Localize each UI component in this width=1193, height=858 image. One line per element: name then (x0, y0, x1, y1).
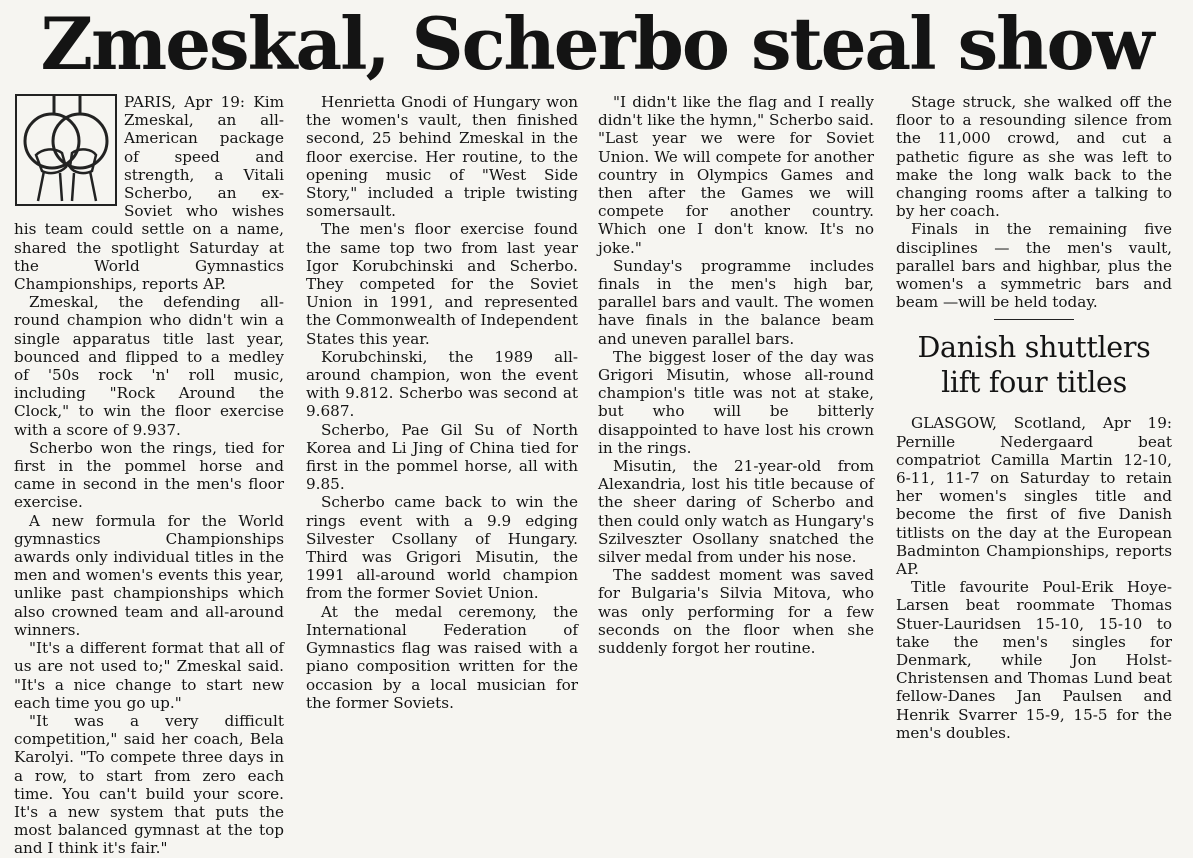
headline-line: lift four titles (941, 366, 1127, 400)
column-1 (14, 93, 284, 858)
paragraph: The saddest moment was saved for Bulgaria's Silvia Mitova, who was only performing for a few seconds on the floor when she suddenly forgot her routine. (598, 566, 874, 658)
paragraph: The men's floor exercise found the same top two from last year Igor Korubchinski and Scherbo. They competed for the Soviet Union in 1991, and represented the Commonwealth of Independent States this year. (306, 220, 578, 348)
gymnastics-rings-icon (14, 93, 118, 207)
paragraph: "It was a very difficult competition," said her coach, Bela Karolyi. "To compete three days in a row, to start from zero each time. You can't build your score. It's a new system that puts the most balanced gymnast at the top and I think it's fair." (14, 711, 284, 858)
paragraph: At the medal ceremony, the International Federation of Gymnastics flag was raised with a piano composition written for the occasion by a local musician for the former Soviets. (306, 602, 578, 712)
paragraph: Scherbo, Pae Gil Su of North Korea and Li Jing of China tied for first in the pommel horse, all with 9.85. (306, 420, 578, 494)
divider (994, 319, 1074, 320)
paragraph: Henrietta Gnodi of Hungary won the women's vault, then finished second, 25 behind Zmeskal in the floor exercise. Her routine, to the opening music of "West Side Story," included a triple twisting somersault. (306, 93, 578, 221)
paragraph: PARIS, Apr 19: Kim Zmeskal, an all-American package of speed and strength, a Vitali Scherbo, an ex-Soviet who wishes his team could settle on a name, shared the spotlight Saturday at the World Gymnastics Championships, reports AP. (14, 93, 284, 294)
paragraph: Misutin, the 21-year-old from Alexandria, lost his title because of the sheer daring of Scherbo and then could only watch as Hungary's Szilveszter Osollany snatched the silver medal from under his nose. (598, 457, 874, 567)
paragraph: The biggest loser of the day was Grigori Misutin, whose all-round champion's title was not at stake, but who will be bitterly disappointed to have lost his crown in the rings. (598, 347, 874, 457)
paragraph: Scherbo won the rings, tied for first in the pommel horse and came in second in the men's floor exercise. (14, 438, 284, 512)
paragraph: "I didn't like the flag and I really didn't like the hymn," Scherbo said. "Last year we were for Soviet Union. We will compete for another country in Olympics Games and then after the Games we will compete for another country. Which one I don't know. It's no joke." (598, 93, 874, 257)
column-4 (896, 93, 1172, 839)
headline-line: Danish shuttlers (917, 331, 1151, 365)
paragraph: Title favourite Poul-Erik Hoye-Larsen beat roommate Thomas Stuer-Lauridsen 15-10, 15-10 to take the men's singles for Denmark, while Jon Holst-Christensen and Thomas Lund beat fellow-Danes Jan Paulsen and Henrik Svarrer 15-9, 15-5 for the men's doubles. (896, 578, 1172, 742)
paragraph: Finals in the remaining five disciplines — the men's vault, parallel bars and highbar, plus the women's a symmetric bars and beam —will be held today. (896, 220, 1172, 312)
paragraph: Zmeskal, the defending all-round champion who didn't win a single apparatus title last year, bounced and flipped to a medley of '50s rock 'n' roll music, including "Rock Around the Clock," to win the floor exercise with a score of 9.937. (14, 293, 284, 439)
paragraph: GLASGOW, Scotland, Apr 19: Pernille Nedergaard beat compatriot Camilla Martin 12-10, 6-11, 11-7 on Saturday to retain her women's singles title and become the first of five Danish titlists on the day at the European Badminton Championships, reports AP. (896, 414, 1172, 579)
paragraph: A new formula for the World gymnastics Championships awards only individual titles in the men and women's events this year, unlike past championships which also crowned team and all-around winners. (14, 511, 284, 639)
column-2 (306, 93, 578, 839)
paragraph: "It's a different format that all of us are not used to;" Zmeskal said. "It's a nice change to start new each time you go up." (14, 639, 284, 712)
paragraph: Stage struck, she walked off the floor to a resounding silence from the 11,000 crowd, and cut a pathetic figure as she was left to make the long walk back to the changing rooms after a talking to by her coach. (896, 93, 1172, 221)
paragraph: Korubchinski, the 1989 all-around champion, won the event with 9.812. Scherbo was second at 9.687. (306, 347, 578, 421)
paragraph: Scherbo came back to win the rings event with a 9.9 edging Silvester Csollany of Hungary. Third was Grigori Misutin, the 1991 all-around world champion from the former Soviet Union. (306, 493, 578, 603)
paragraph: Sunday's programme includes finals in the men's high bar, parallel bars and vault. The women have finals in the balance beam and uneven parallel bars. (598, 256, 874, 348)
column-3 (598, 93, 874, 839)
headline: Zmeskal, Scherbo steal show (40, 1, 1153, 86)
second-article-headline (896, 330, 1172, 400)
